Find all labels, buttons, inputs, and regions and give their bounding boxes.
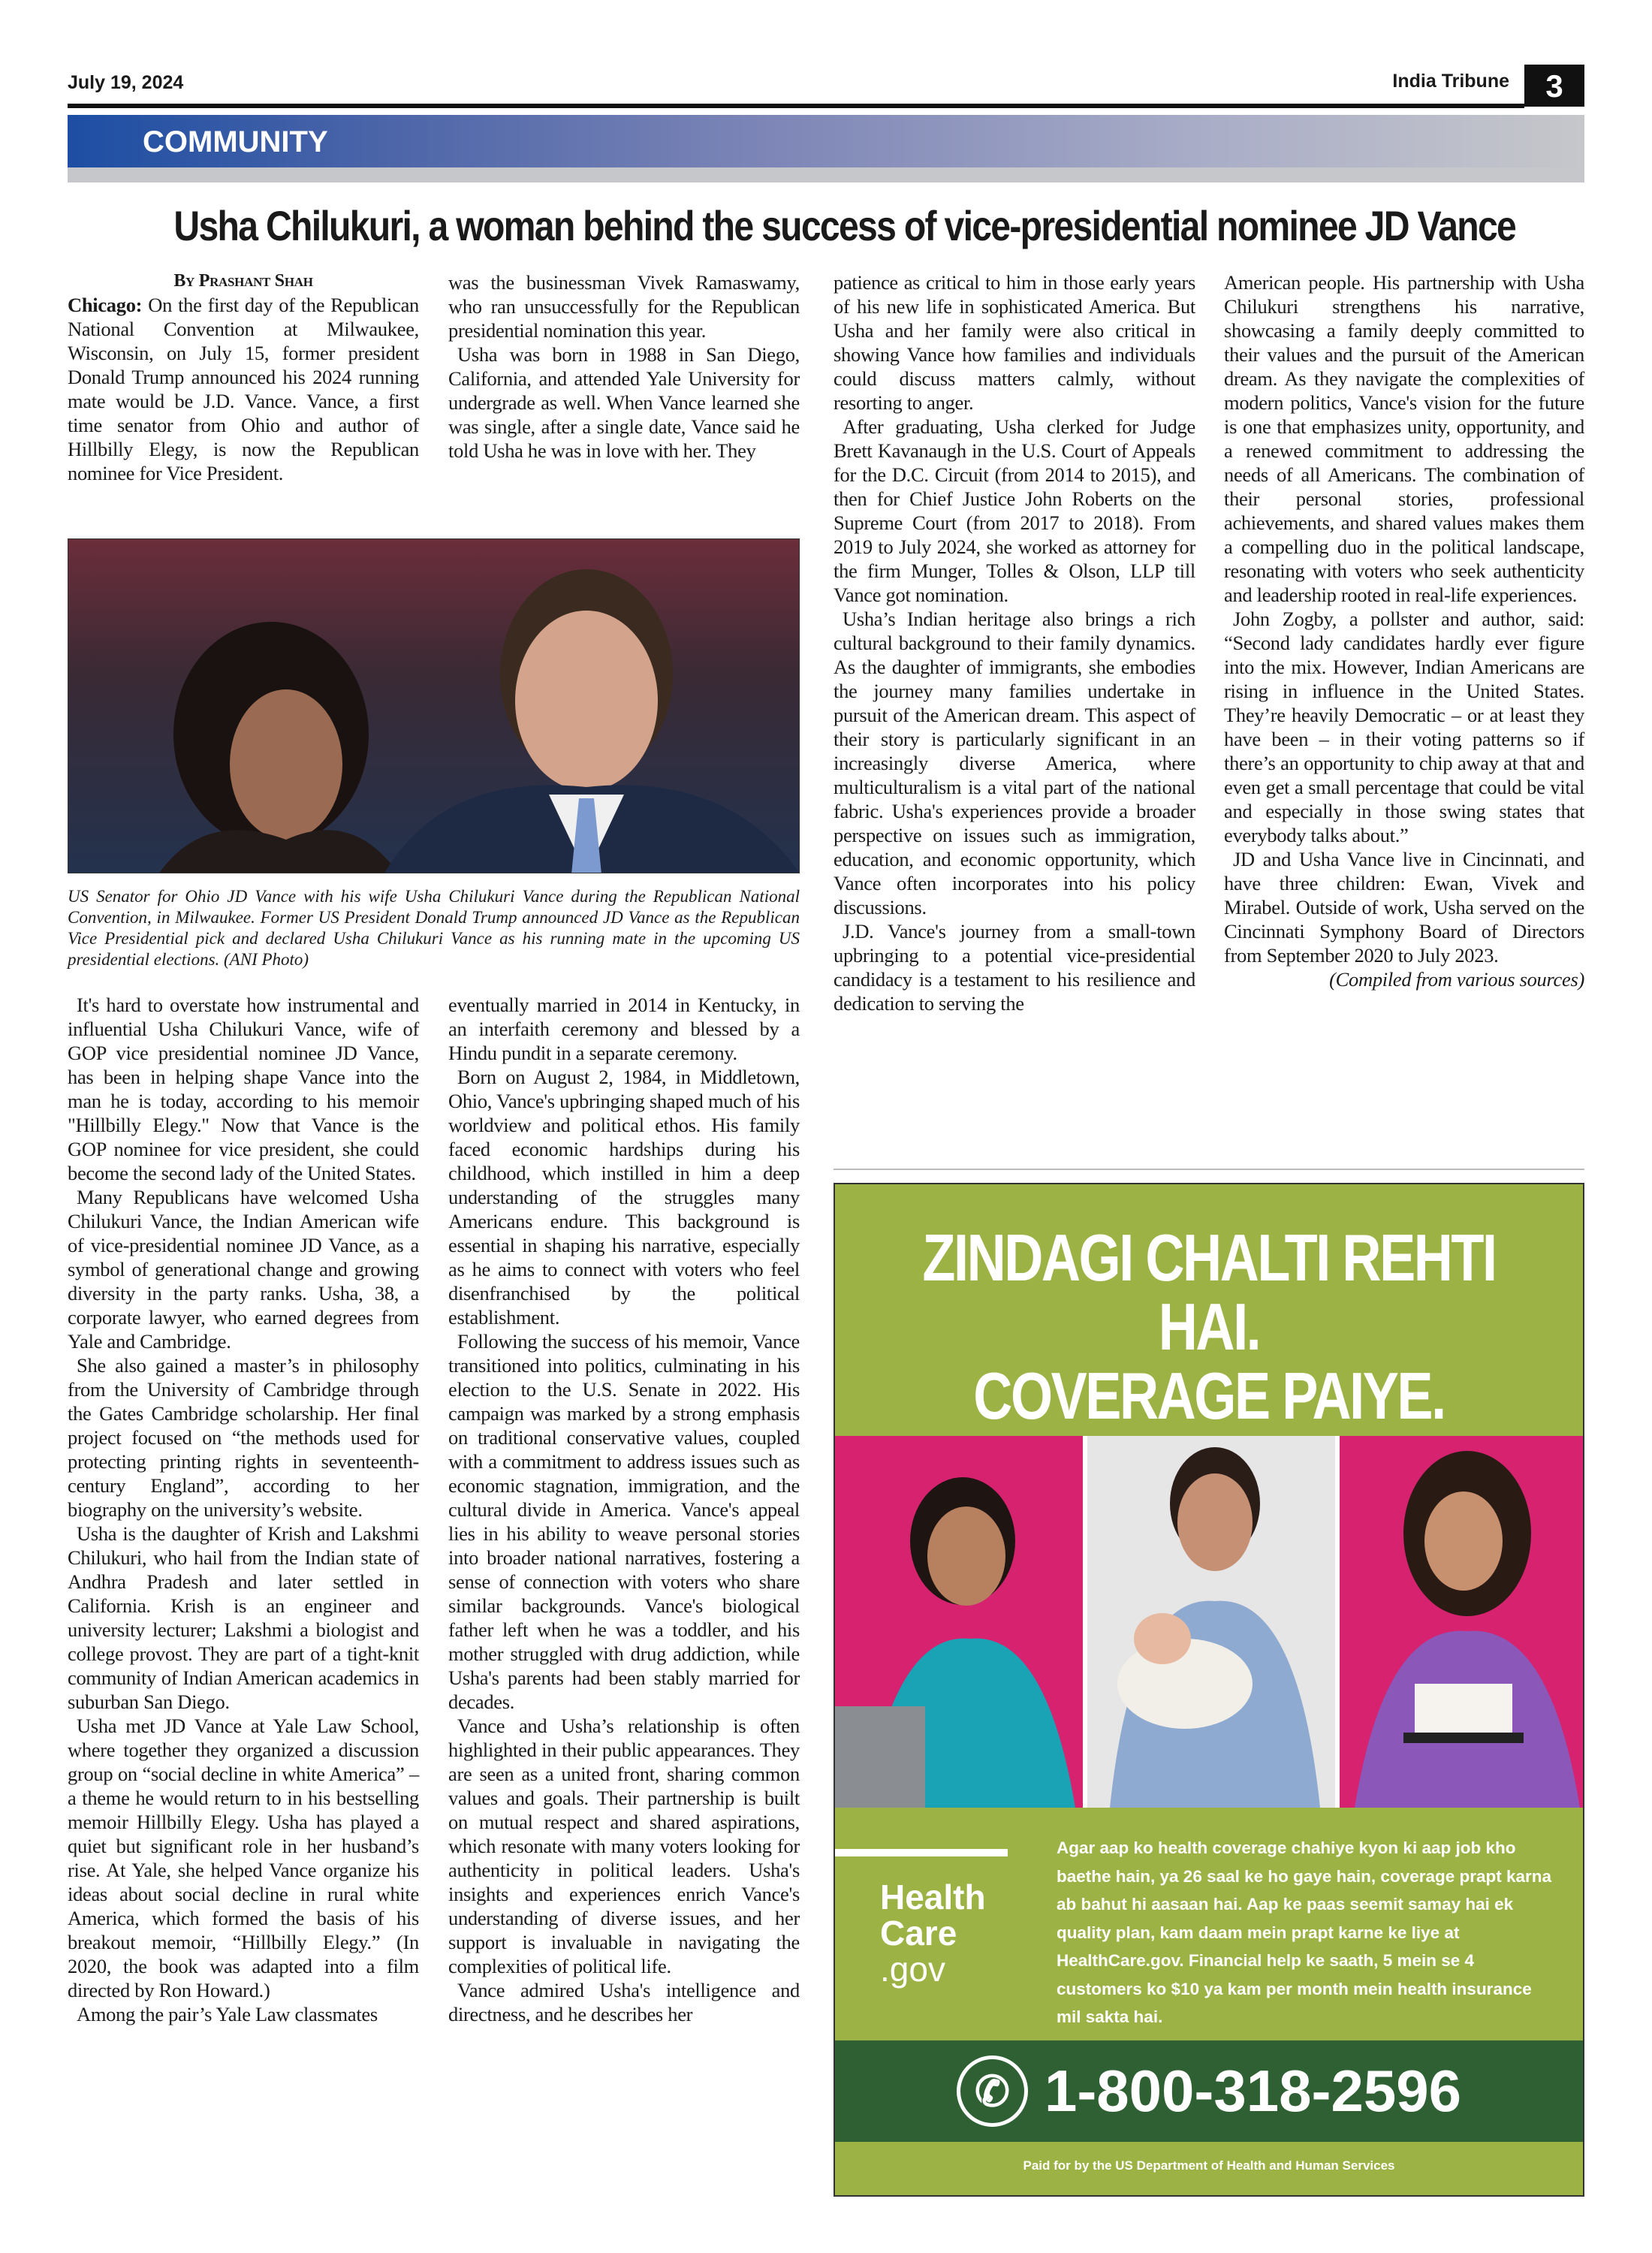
paragraph: Vance admired Usha's intelligence and directness, and he describes her xyxy=(448,1979,800,2025)
ad-title xyxy=(903,1220,1516,1433)
paragraph: After graduating, Usha clerked for Judge Brett Kavanaugh in the U.S. Court of Appeals for the D.C. Circuit (from 2014 to 2015), and then for Chief Justice John Roberts on the Supreme Court (from 2017 to 2018). From 2019 to July 2024, she worked as attorney for the firm Munger, Tolles & Olson, LLP till Vance got nomination. xyxy=(834,415,1195,606)
paragraph: Usha met JD Vance at Yale Law School, where together they organized a discussion group on “social decline in white America” – a theme he would return to in his bestselling memoir Hillbilly Elegy. Usha has played a quiet but significant role in her husband’s rise. At Yale, she helped Vance organize his ideas about social decline in rural white America, which formed the basis of his breakout memoir, “Hillbilly Elegy.” (In 2020, the book was adapted into a film directed by Ron Howard.) xyxy=(68,1715,419,2001)
healthcare-gov-logo xyxy=(835,1849,1008,1987)
paragraph: Usha was born in 1988 in San Diego, California, and attended Yale University for undergrade as well. When Vance learned she was single, after a single date, Vance said he told Usha he was in love with her. They xyxy=(448,343,800,462)
ad-photo-woman-laptop xyxy=(835,1436,1083,1808)
logo-text: Health xyxy=(880,1878,986,1917)
byline: By Prashant Shah xyxy=(173,271,313,291)
headline: Usha Chilukuri, a woman behind the success of vice-presidential nominee JD Vance xyxy=(173,202,1516,249)
paragraph: Usha’s Indian heritage also brings a rich cultural background to their family dynamics. As the daughter of immigrants, she embodies the journey many families undertake in pursuit of the American dream. This aspect of their story is particularly significant in an increasingly diverse America, where multiculturalism is a vital part of the national fabric. Usha's experiences provide a broader perspective on issues such as immigration, education, and economic opportunity, which Vance often incorporates into his policy discussions. xyxy=(834,608,1195,918)
paragraph: Born on August 2, 1984, in Middletown, Ohio, Vance's upbringing shaped much of his worldview and political ethos. His family faced economic hardships during his childhood, which instilled in him a deep understanding of the struggles many Americans endure. This background is essential in shaping his narrative, especially as he aims to connect with voters who feel disenfranchised by the political establishment. xyxy=(448,1066,800,1329)
column-2-bottom xyxy=(448,993,800,2026)
paragraph: She also gained a master’s in philosophy from the University of Cambridge through the Gates Cambridge scholarship. Her final project focused on “the methods used for protecting printing rights in seventeenth-century England”, according to her biography on the university’s website. xyxy=(68,1354,419,1521)
logo-text: .gov xyxy=(880,1950,945,1989)
photo-caption: US Senator for Ohio JD Vance with his wife Usha Chilukuri Vance during the Republican National Convention, in Milwaukee. Former US President Donald Trump announced JD Vance as the Republican Vice Presidential pick and declared Usha Chilukuri Vance as his running mate in the upcoming US presidential elections. (ANI Photo) xyxy=(68,887,800,969)
ad-title-line: COVERAGE PAIYE. xyxy=(973,1359,1445,1433)
paragraph: eventually married in 2014 in Kentucky, in an interfaith ceremony and blessed by a Hindu pundit in a separate ceremony. xyxy=(448,994,800,1064)
column-2-top xyxy=(448,270,800,463)
source-credit: (Compiled from various sources) xyxy=(1329,968,1584,991)
paragraph: patience as critical to him in those early years of his new life in sophisticated America. But Usha and her family were also critical in showing Vance how families and individuals could discuss matters calmly, without resorting to anger. xyxy=(834,271,1195,414)
ad-photo-strip xyxy=(835,1436,1583,1808)
column-1-bottom xyxy=(68,993,419,2026)
paragraph: Among the pair’s Yale Law classmates xyxy=(77,2003,378,2025)
paragraph: was the businessman Vivek Ramaswamy, who ran unsuccessfully for the Republican presidential nomination this year. xyxy=(448,271,800,342)
paragraph: JD and Usha Vance live in Cincinnati, and have three children: Ewan, Vivek and Mirabel. Outside of work, Usha served on the Cincinnati Symphony Board of Directors from September 2020 to July 2023. xyxy=(1224,848,1584,967)
paragraph: Many Republicans have welcomed Usha Chilukuri Vance, the Indian American wife of vice-presidential nominee JD Vance, as a symbol of generational change and growing diversity in the party ranks. Usha, 38, a corporate lawyer, who earned degrees from Yale and Cambridge. xyxy=(68,1186,419,1353)
article-photo xyxy=(68,538,800,873)
column-divider xyxy=(834,1169,1584,1170)
logo-bar xyxy=(835,1849,1008,1856)
paragraph: Vance and Usha’s relationship is often highlighted in their public appearances. They are seen as a united front, sharing common values and goals. Their partnership is built on mutual respect and shared aspirations, which resonate with many voters looking for authenticity in political leaders. Usha's insights and experiences enrich Vance's understanding of diverse issues, and her support is invaluable in navigating the complexities of political life. xyxy=(448,1715,800,1977)
issue-date: July 19, 2024 xyxy=(68,72,184,93)
paragraph-text: On the first day of the Republican National Convention at Milwaukee, Wisconsin, on July 15, former president Donald Trump announced his 2024 running mate would be J.D. Vance. Vance, a first time senator from Ohio and author of Hillbilly Elegy, is now the Republican nominee for Vice President. xyxy=(68,294,419,484)
vance-couple-photo xyxy=(68,539,800,873)
paragraph xyxy=(68,293,419,485)
paragraph: John Zogby, a pollster and author, said: “Second lady candidates hardly ever figure into the mix. However, Indian Americans are rising in influence in the United States. They’re heavily Democratic – or at least they have been – in their voting patterns so if there’s an opportunity to chip away at that and even get a small percentage that could be vital and especially in those swing states that everybody talks about.” xyxy=(1224,608,1584,846)
paragraph: American people. His partnership with Usha Chilukuri strengthens his narrative, showcasing a family deeply committed to their values and the pursuit of the American dream. As they navigate the complexities of modern politics, Vance's vision for the future is one that emphasizes unity, opportunity, and a renewed commitment to addressing the needs of all Americans. The combination of their personal stories, professional achievements, and shared values makes them a compelling duo in the political landscape, resonating with voters who seek authenticity and leadership rooted in real-life experiences. xyxy=(1224,271,1584,606)
newspaper-name: India Tribune xyxy=(1392,71,1509,92)
ad-disclaimer: Paid for by the US Department of Health and Human Services xyxy=(1023,2158,1395,2173)
page-number: 3 xyxy=(1524,65,1584,107)
paragraph: Following the success of his memoir, Vance transitioned into politics, culminating in his election to the U.S. Senate in 2022. His campaign was marked by a strong emphasis on traditional conservative values, coupled with a commitment to address issues such as economic stagnation, immigration, and the cultural divide in America. Vance's appeal lies in his ability to weave personal stories into broader national narratives, fostering a sense of connection with voters who share similar backgrounds. Vance's biological father left when he was a toddler, and his mother struggled with drug addiction, while Usha's parents had been stably married for decades. xyxy=(448,1330,800,1713)
healthcare-gov-advertisement[interactable] xyxy=(834,1183,1584,2197)
ad-photo-father-baby xyxy=(1087,1436,1335,1808)
phone-icon: ✆ xyxy=(957,2055,1028,2127)
paragraph: J.D. Vance's journey from a small-town upbringing to a potential vice-presidential candidacy is a testament to his resilience and dedication to serving the xyxy=(834,920,1195,1015)
paragraph: It's hard to overstate how instrumental and influential Usha Chilukuri Vance, wife of GOP vice presidential nominee JD Vance, has been in helping shape Vance into the man he is today, according to his memoir "Hillbilly Elegy." Now that Vance is the GOP nominee for vice president, she could become the second lady of the United States. xyxy=(68,994,419,1184)
section-label: COMMUNITY xyxy=(68,115,1584,167)
logo-text: Care xyxy=(880,1914,957,1953)
ad-phone-band[interactable] xyxy=(835,2040,1583,2142)
column-3 xyxy=(834,270,1195,1015)
ad-copy: Agar aap ko health coverage chahiye kyon ki aap job kho baethe hain, ya 26 saal ke ho gaye hain, coverage prapt karna ab bahut hi aasaan hai. Aap ke paas seemit samay hai ek quality plan, kam daam mein prapt karne ke liye at HealthCare.gov. Financial help ke saath, 5 mein se 4 customers ko $10 ya kam per month mein health insurance mil sakta hai. xyxy=(1057,1838,1552,2026)
column-1-top xyxy=(68,269,419,485)
column-4 xyxy=(1224,270,1584,991)
ad-photo-woman-cake xyxy=(1340,1436,1584,1808)
header-rule xyxy=(68,104,1524,108)
ad-phone-number[interactable]: 1-800-318-2596 xyxy=(1044,2058,1462,2124)
ad-title-line: ZINDAGI CHALTI REHTI HAI. xyxy=(922,1220,1496,1364)
section-banner xyxy=(68,115,1584,182)
dateline: Chicago: xyxy=(68,294,143,316)
paragraph: Usha is the daughter of Krish and Lakshmi Chilukuri, who hail from the Indian state of Andhra Pradesh and later settled in California. Krish is an engineer and university lecturer; Lakshmi a biologist and college provost. They are part of a tight-knit community of Indian American academics in suburban San Diego. xyxy=(68,1522,419,1713)
